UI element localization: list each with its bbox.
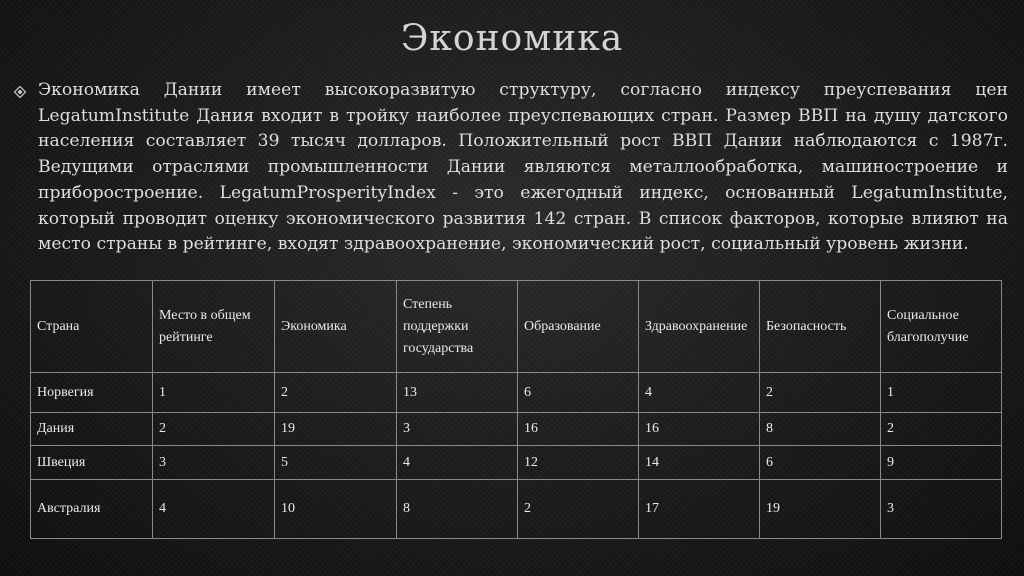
cell-value: 5: [275, 446, 397, 480]
cell-value: 16: [639, 413, 760, 446]
header-healthcare: Здравоохранение: [639, 281, 760, 373]
cell-value: 2: [275, 373, 397, 413]
cell-value: 16: [518, 413, 639, 446]
cell-value: 1: [153, 373, 275, 413]
cell-country: Швеция: [31, 446, 153, 480]
cell-value: 6: [518, 373, 639, 413]
cell-value: 6: [760, 446, 881, 480]
cell-value: 8: [760, 413, 881, 446]
header-overall-rank: Место в общем рейтинге: [153, 281, 275, 373]
diamond-bullet-icon: [14, 83, 26, 95]
paragraph-text: Экономика Дании имеет высокоразвитую структуру, согласно индексу преуспевания цен LegatumInstitute Дания входит в тройку наиболее преуспевающих стран. Размер ВВП на душу датского населения составляет 39 тысяч долларов. Положительный рост ВВП Дании наблюдаются с 1987г. Ведущими отраслями промышленности Дании являются металлообработка, машиностроение и приборостроение. LegatumProsperityIndex - это ежегодный индекс, основанный LegatumInstitute, который проводит оценку экономического развития 142 стран. В список факторов, которые влияют на место страны в рейтинге, входят здравоохранение, экономический рост, социальный уровень жизни.: [38, 80, 1008, 255]
header-economy: Экономика: [275, 281, 397, 373]
cell-country: Австралия: [31, 480, 153, 539]
cell-country: Дания: [31, 413, 153, 446]
header-social-wellbeing: Социальное благополучие: [881, 281, 1002, 373]
cell-value: 1: [881, 373, 1002, 413]
header-safety: Безопасность: [760, 281, 881, 373]
table-row: [31, 373, 1002, 413]
cell-value: 10: [275, 480, 397, 539]
cell-value: 2: [153, 413, 275, 446]
cell-value: 4: [397, 446, 518, 480]
cell-value: 19: [760, 480, 881, 539]
slide-title: Экономика: [400, 18, 624, 59]
cell-value: 9: [881, 446, 1002, 480]
cell-value: 12: [518, 446, 639, 480]
cell-value: 2: [518, 480, 639, 539]
header-education: Образование: [518, 281, 639, 373]
cell-value: 17: [639, 480, 760, 539]
cell-value: 2: [760, 373, 881, 413]
table-row: [31, 480, 1002, 539]
cell-value: 4: [153, 480, 275, 539]
cell-value: 8: [397, 480, 518, 539]
cell-value: 3: [153, 446, 275, 480]
cell-value: 14: [639, 446, 760, 480]
cell-value: 3: [881, 480, 1002, 539]
ranking-table: [30, 280, 1002, 539]
table-row: [31, 413, 1002, 446]
cell-value: 3: [397, 413, 518, 446]
table-row: [31, 446, 1002, 480]
header-state-support: Степень поддержки государства: [397, 281, 518, 373]
cell-country: Норвегия: [31, 373, 153, 413]
cell-value: 13: [397, 373, 518, 413]
header-country: Страна: [31, 281, 153, 373]
cell-value: 19: [275, 413, 397, 446]
cell-value: 4: [639, 373, 760, 413]
table-header-row: [31, 281, 1002, 373]
cell-value: 2: [881, 413, 1002, 446]
